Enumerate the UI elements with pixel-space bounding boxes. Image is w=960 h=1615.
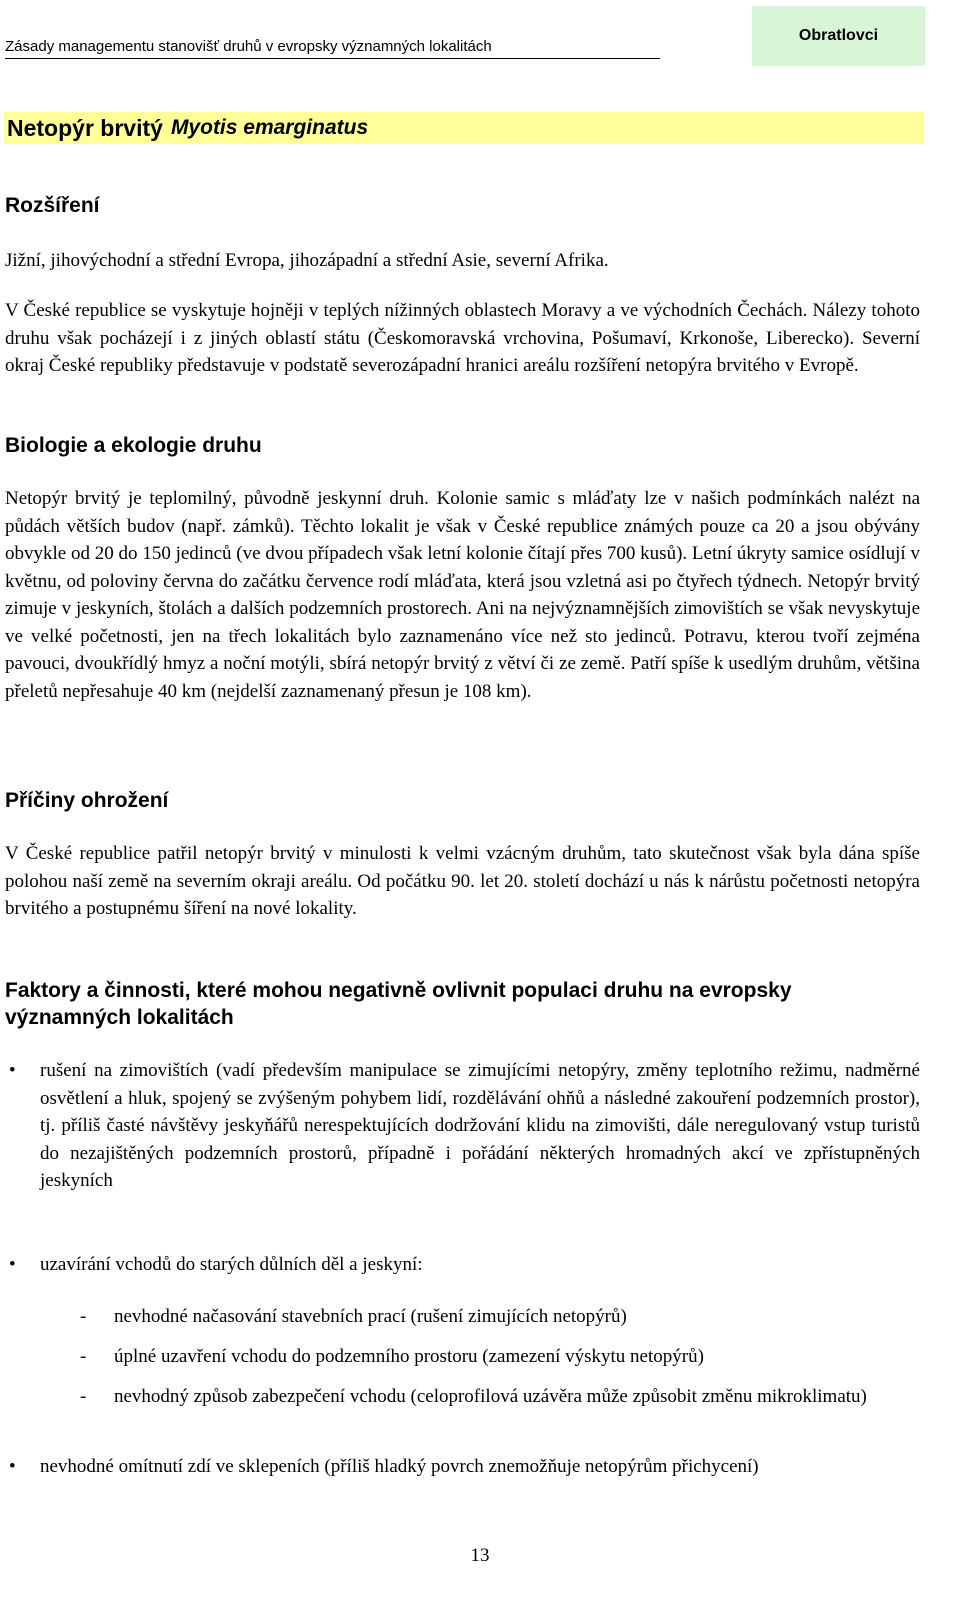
- dash-marker: -: [80, 1346, 87, 1367]
- factor-bullet-1-text: rušení na zimovištích (vadí především manipulace se zimujícími netopýry, změny teplotního režimu, nadměrné osvětlení a hluk, spojený se zvýšeným pohybem lidí, rozdělávání ohňů a následné zakouření podzemních prostor), tj. příliš časté návštěvy jeskyňářů nerespektujících dodržování klidu na zimovišti, dále neregulovaný vstup turistů do nezajištěných podzemních prostorů, případně i pořádání některých hromadných akcí ve zpřístupněných jeskyních: [40, 1060, 920, 1191]
- species-latin-name: Myotis emarginatus: [170, 116, 369, 139]
- category-badge: Obratlovci: [752, 6, 925, 66]
- species-title-bar: [4, 112, 924, 144]
- heading-threats: Příčiny ohrožení: [5, 789, 169, 812]
- factor-dash-3: [80, 1383, 920, 1411]
- heading-factors: [5, 977, 792, 1031]
- dash-marker: -: [80, 1386, 87, 1407]
- factor-bullet-1: [5, 1057, 920, 1195]
- heading-factors-line-1: Faktory a činnosti, které mohou negativně ovlivnit populaci druhu na evropsky: [5, 979, 792, 1002]
- running-header-title: Zásady managementu stanovišť druhů v evropsky významných lokalitách: [5, 38, 660, 59]
- bullet-dot: •: [9, 1456, 16, 1477]
- biology-paragraph: Netopýr brvitý je teplomilný, původně jeskynní druh. Kolonie samic s mláďaty lze v našich podmínkách nalézt na půdách větších budov (např. zámků). Těchto lokalit je však v České republice známých pouze ca 20 a jsou obývány obvykle od 20 do 150 jedinců (ve dvou případech však letní kolonie čítají přes 700 kusů). Letní úkryty samice osídlují v květnu, od poloviny června do začátku července rodí mláďata, která jsou vzletná asi po čtyřech týdnech. Netopýr brvitý zimuje v jeskyních, štolách a dalších podzemních prostorech. Ani na nejvýznamnějších zimovištích se však nevyskytuje ve velké početnosti, jen na třech lokalitách bylo zaznamenáno více než sto jedinců. Potravu, kterou tvoří zejména pavouci, dvoukřídlý hmyz a noční motýli, sbírá netopýr brvitý z větví či ze země. Patří spíše k usedlým druhům, většina přeletů nepřesahuje 40 km (nejdelší zaznamenaný přesun je 108 km).: [5, 488, 920, 702]
- dash-marker: -: [80, 1306, 87, 1327]
- distribution-paragraph-1: Jižní, jihovýchodní a střední Evropa, jihozápadní a střední Asie, severní Afrika.: [5, 250, 609, 271]
- factor-bullet-2-text: uzavírání vchodů do starých důlních děl a jeskyní:: [40, 1254, 423, 1275]
- page-number: 13: [470, 1545, 490, 1566]
- distribution-paragraph-2: V České republice se vyskytuje hojněji v teplých nížinných oblastech Moravy a ve východních Čechách. Nálezy tohoto druhu však pocházejí i z jiných oblastí státu (Českomoravská vrchovina, Pošumaví, Krkonoše, Liberecko). Severní okraj České republiky představuje v podstatě severozápadní hranici areálu rozšíření netopýra brvitého v Evropě.: [5, 300, 920, 376]
- factor-bullet-3-text: nevhodné omítnutí zdí ve sklepeních (příliš hladký povrch znemožňuje netopýrům přichycení): [40, 1456, 759, 1477]
- factor-bullet-2: [5, 1251, 920, 1279]
- heading-distribution: Rozšíření: [5, 194, 100, 217]
- factor-dash-3-text: nevhodný způsob zabezpečení vchodu (celoprofilová uzávěra může způsobit změnu mikroklimatu): [114, 1386, 867, 1407]
- factor-dash-1: [80, 1303, 920, 1331]
- factor-dash-1-text: nevhodné načasování stavebních prací (rušení zimujících netopýrů): [114, 1306, 627, 1327]
- bullet-dot: •: [9, 1254, 16, 1275]
- heading-biology: Biologie a ekologie druhu: [5, 434, 262, 457]
- factor-bullet-3: [5, 1453, 920, 1481]
- heading-factors-line-2: významných lokalitách: [5, 1006, 234, 1029]
- factor-dash-2-text: úplné uzavření vchodu do podzemního prostoru (zamezení výskytu netopýrů): [114, 1346, 704, 1367]
- threats-paragraph: V České republice patřil netopýr brvitý v minulosti k velmi vzácným druhům, tato skutečnost však byla dána spíše polohou naší země na severním okraji areálu. Od počátku 90. let 20. století dochází u nás k nárůstu početnosti netopýra brvitého a postupnému šíření na nové lokality.: [5, 843, 920, 919]
- bullet-dot: •: [9, 1060, 16, 1081]
- species-czech-name: Netopýr brvitý: [7, 114, 163, 141]
- factor-dash-2: [80, 1343, 920, 1371]
